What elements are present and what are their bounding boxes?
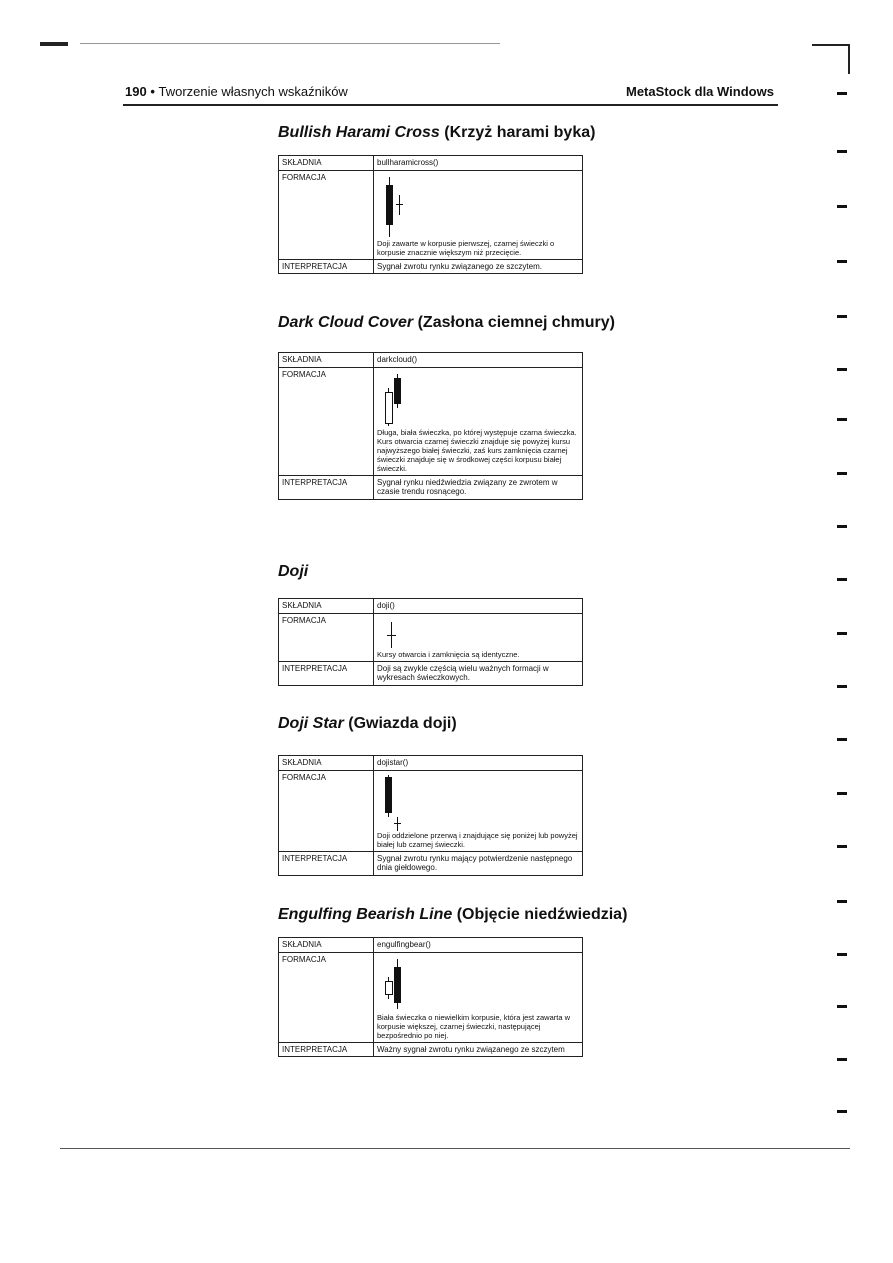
formation-cell <box>374 952 583 1042</box>
formation-row <box>279 770 583 851</box>
margin-mark <box>837 685 847 688</box>
interpretation-value: Sygnał zwrotu rynku związanego ze szczytem. <box>374 259 583 274</box>
margin-mark <box>837 368 847 371</box>
candlestick-diagram <box>377 773 579 831</box>
margin-mark <box>837 1110 847 1113</box>
margin-mark <box>837 845 847 848</box>
interpretation-row <box>279 259 583 274</box>
section-title-doji: Doji <box>278 563 309 580</box>
formation-description: Długa, biała świeczka, po której występuje czarna świeczka. Kurs otwarcia czarnej świeczki znajduje się powyżej kursu najwyższego białej świeczki, zaś kurs zamknięcia czarnej świeczki znajduje się w środkowej części korpusu białej świeczki. <box>377 427 577 473</box>
top-right-corner-line <box>812 44 850 46</box>
formation-cell <box>374 367 583 475</box>
interpretation-row <box>279 475 583 499</box>
interpretation-label: INTERPRETACJA <box>279 259 374 274</box>
formation-row <box>279 613 583 661</box>
margin-mark <box>837 150 847 153</box>
syntax-label: SKŁADNIA <box>279 938 374 953</box>
syntax-value: dojistar() <box>374 756 583 771</box>
syntax-label: SKŁADNIA <box>279 156 374 171</box>
section-title-engulfing-bearish-line: Engulfing Bearish Line (Objęcie niedźwiedzia) <box>278 906 628 923</box>
margin-mark <box>837 92 847 95</box>
black-candle-body <box>394 967 401 1003</box>
book-title: MetaStock dla Windows <box>626 84 774 99</box>
formation-description: Doji oddzielone przerwą i znajdujące się poniżej lub powyżej białej lub czarnej świeczki. <box>377 830 578 849</box>
syntax-label: SKŁADNIA <box>279 353 374 368</box>
doji-cross <box>387 635 396 636</box>
margin-mark <box>837 205 847 208</box>
formation-label: FORMACJA <box>279 770 374 851</box>
margin-mark <box>837 472 847 475</box>
formation-label: FORMACJA <box>279 367 374 475</box>
interpretation-label: INTERPRETACJA <box>279 661 374 685</box>
black-candle-body <box>394 378 401 404</box>
header-rule <box>123 104 778 106</box>
margin-mark <box>837 1058 847 1061</box>
spec-table-doji <box>278 598 583 686</box>
formation-label: FORMACJA <box>279 170 374 259</box>
margin-mark <box>837 525 847 528</box>
interpretation-value: Doji są zwykle częścią wielu ważnych formacji w wykresach świeczkowych. <box>374 661 583 685</box>
formation-row <box>279 952 583 1042</box>
interpretation-value: Ważny sygnał zwrotu rynku związanego ze szczytem <box>374 1042 583 1057</box>
formation-label: FORMACJA <box>279 613 374 661</box>
page-number: 190 <box>125 84 147 99</box>
formation-cell <box>374 170 583 259</box>
margin-mark <box>837 315 847 318</box>
interpretation-label: INTERPRETACJA <box>279 475 374 499</box>
margin-mark <box>837 953 847 956</box>
interpretation-label: INTERPRETACJA <box>279 1042 374 1057</box>
margin-mark <box>837 900 847 903</box>
black-candle-body <box>385 777 392 813</box>
header-bullet: • <box>150 84 155 99</box>
section-title-doji-star: Doji Star (Gwiazda doji) <box>278 715 457 732</box>
interpretation-value: Sygnał rynku niedźwiedzia związany ze zwrotem w czasie trendu rosnącego. <box>374 475 583 499</box>
formation-cell <box>374 613 583 661</box>
syntax-row <box>279 156 583 171</box>
white-candle-body <box>385 392 393 424</box>
margin-mark <box>837 260 847 263</box>
interpretation-value: Sygnał zwrotu rynku mający potwierdzenie następnego dnia giełdowego. <box>374 851 583 875</box>
interpretation-row <box>279 661 583 685</box>
margin-mark <box>837 578 847 581</box>
syntax-value: doji() <box>374 599 583 614</box>
candlestick-diagram <box>377 173 579 239</box>
interpretation-row <box>279 1042 583 1057</box>
syntax-value: darkcloud() <box>374 353 583 368</box>
formation-row <box>279 170 583 259</box>
spec-table-dark-cloud-cover <box>278 352 583 500</box>
candlestick-diagram <box>377 370 579 428</box>
page-header-left <box>125 84 348 99</box>
white-candle-body <box>385 981 393 995</box>
doji-cross <box>396 204 403 205</box>
margin-mark <box>837 792 847 795</box>
black-candle-body <box>386 185 393 225</box>
syntax-row <box>279 353 583 368</box>
bottom-scan-line <box>60 1148 850 1149</box>
chapter-title: Tworzenie własnych wskaźników <box>158 84 348 99</box>
formation-label: FORMACJA <box>279 952 374 1042</box>
top-right-corner-vertical <box>848 44 850 74</box>
syntax-row <box>279 599 583 614</box>
margin-mark <box>837 738 847 741</box>
syntax-label: SKŁADNIA <box>279 599 374 614</box>
margin-mark <box>837 1005 847 1008</box>
spec-table-bullish-harami-cross <box>278 155 583 274</box>
top-scan-mark <box>40 42 68 46</box>
syntax-value: bullharamicross() <box>374 156 583 171</box>
margin-mark <box>837 632 847 635</box>
top-scan-line <box>80 43 500 44</box>
syntax-value: engulfingbear() <box>374 938 583 953</box>
spec-table-doji-star <box>278 755 583 876</box>
doji-wick <box>397 817 398 831</box>
formation-description: Doji zawarte w korpusie pierwszej, czarnej świeczki o korpusie znacznie większym niż przecięcie. <box>377 238 555 257</box>
formation-description: Kursy otwarcia i zamknięcia są identyczne. <box>377 649 520 659</box>
candlestick-diagram <box>377 955 579 1013</box>
formation-description: Biała świeczka o niewielkim korpusie, która jest zawarta w korpusie większej, czarnej świeczki, następującej bezpośrednio po niej. <box>377 1012 570 1040</box>
margin-mark <box>837 418 847 421</box>
syntax-row <box>279 756 583 771</box>
doji-cross <box>394 823 401 824</box>
interpretation-label: INTERPRETACJA <box>279 851 374 875</box>
section-title-bullish-harami-cross: Bullish Harami Cross (Krzyż harami byka) <box>278 124 596 141</box>
spec-table-engulfing-bearish-line <box>278 937 583 1057</box>
candlestick-diagram <box>377 616 579 650</box>
formation-row <box>279 367 583 475</box>
syntax-label: SKŁADNIA <box>279 756 374 771</box>
section-title-dark-cloud-cover: Dark Cloud Cover (Zasłona ciemnej chmury) <box>278 314 615 331</box>
formation-cell <box>374 770 583 851</box>
doji-wick <box>399 195 400 215</box>
syntax-row <box>279 938 583 953</box>
interpretation-row <box>279 851 583 875</box>
